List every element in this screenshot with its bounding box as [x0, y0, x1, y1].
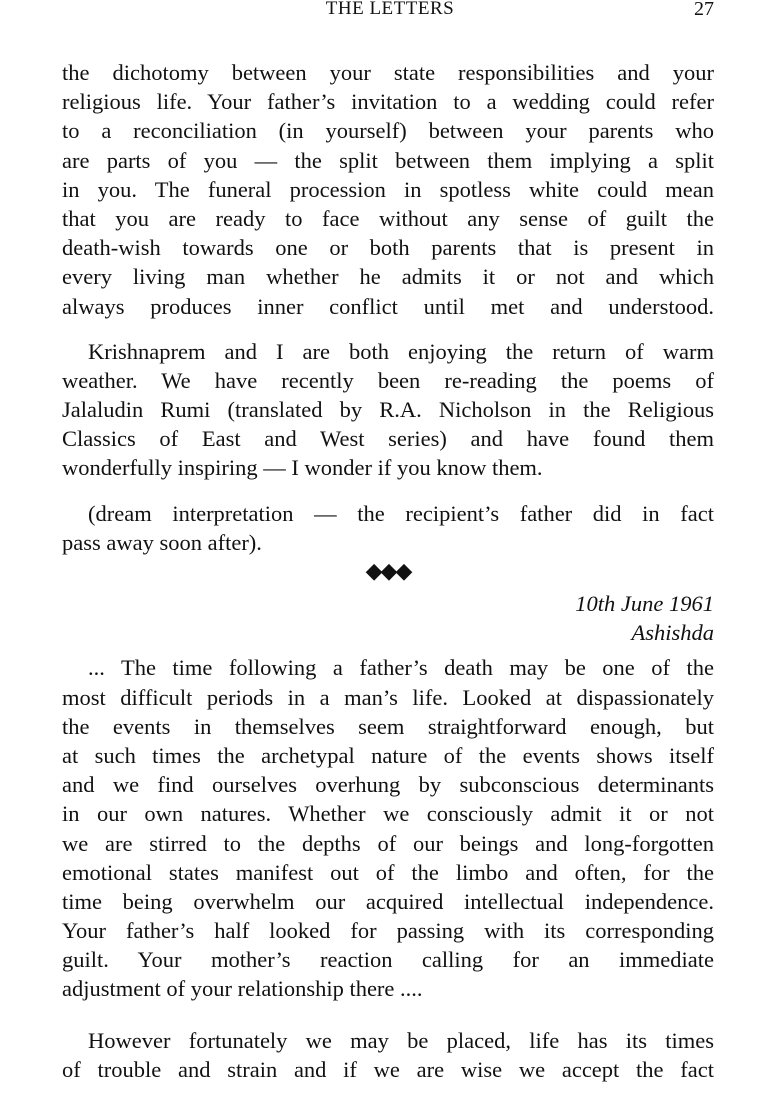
text-line: ... The time following a father’s death may be one of the [88, 655, 714, 681]
text-line: every living man whether he admits it or not and which [62, 264, 714, 290]
text-line: However fortunately we may be placed, life has its times [88, 1027, 714, 1053]
paragraph-editorial-note [62, 499, 714, 557]
page-number: 27 [694, 0, 714, 20]
triple-diamond-separator-icon: ◆◆◆ [365, 558, 411, 583]
text-line: that you are ready to face without any sense of guilt the [62, 205, 714, 231]
text-line: we are stirred to the depths of our beings and long-forgotten [62, 830, 714, 856]
text-line: guilt. Your mother’s reaction calling for an immediate [62, 947, 714, 973]
paragraph-krishnaprem [62, 337, 714, 483]
text-line: weather. We have recently been re-reading the poems of [62, 367, 714, 393]
text-line: death-wish towards one or both parents that is present in [62, 235, 714, 261]
text-line: the dichotomy between your state responsibilities and your [62, 60, 714, 85]
text-line: emotional states manifest out of the limbo and often, for the [62, 859, 714, 885]
text-line: religious life. Your father’s invitation to a wedding could refer [62, 89, 714, 115]
text-line: always produces inner conflict until met and understood. [62, 293, 714, 319]
paragraph-father-death [62, 653, 714, 1003]
letter-date: 10th June 1961 [575, 591, 714, 616]
text-line: time being overwhelm our acquired intellectual independence. [62, 888, 714, 914]
text-line: pass away soon after). [62, 529, 262, 555]
paragraph-continuation [62, 58, 714, 321]
paragraph-gap [62, 1004, 714, 1026]
paragraph-life-trouble [62, 1026, 714, 1084]
paragraph-gap [62, 483, 714, 499]
text-line: (dream interpretation — the recipient’s father did in fact [88, 500, 714, 526]
text-line: are parts of you — the split between them implying a split [62, 147, 714, 173]
text-line: in our own natures. Whether we consciously admit it or not [62, 801, 714, 827]
text-line: most difficult periods in a man’s life. Looked at dispassionately [62, 684, 714, 710]
text-line: in you. The funeral procession in spotless white could mean [62, 176, 714, 202]
text-line: adjustment of your relationship there .... [62, 976, 423, 1002]
running-header [0, 0, 780, 22]
text-line: wonderfully inspiring — I wonder if you know them. [62, 455, 543, 481]
text-line: the events in themselves seem straightforward enough, but [62, 713, 714, 739]
paragraph-gap [62, 321, 714, 337]
text-line: Classics of East and West series) and have found them [62, 426, 714, 452]
text-line: Krishnaprem and I are both enjoying the return of warm [88, 338, 714, 364]
text-line: of trouble and strain and if we are wise we accept the fact [62, 1056, 714, 1082]
text-line: Jalaludin Rumi (translated by R.A. Nicholson in the Religious [62, 397, 714, 423]
text-line: at such times the archetypal nature of the events shows itself [62, 742, 714, 768]
text-line: and we find ourselves overhung by subconscious determinants [62, 772, 714, 798]
letter-place: Ashishda [631, 620, 714, 646]
text-line: Your father’s half looked for passing with its corresponding [62, 918, 714, 944]
text-line: to a reconciliation (in yourself) between your parents who [62, 118, 714, 144]
running-title: THE LETTERS [325, 0, 455, 19]
page-body [62, 58, 714, 1084]
